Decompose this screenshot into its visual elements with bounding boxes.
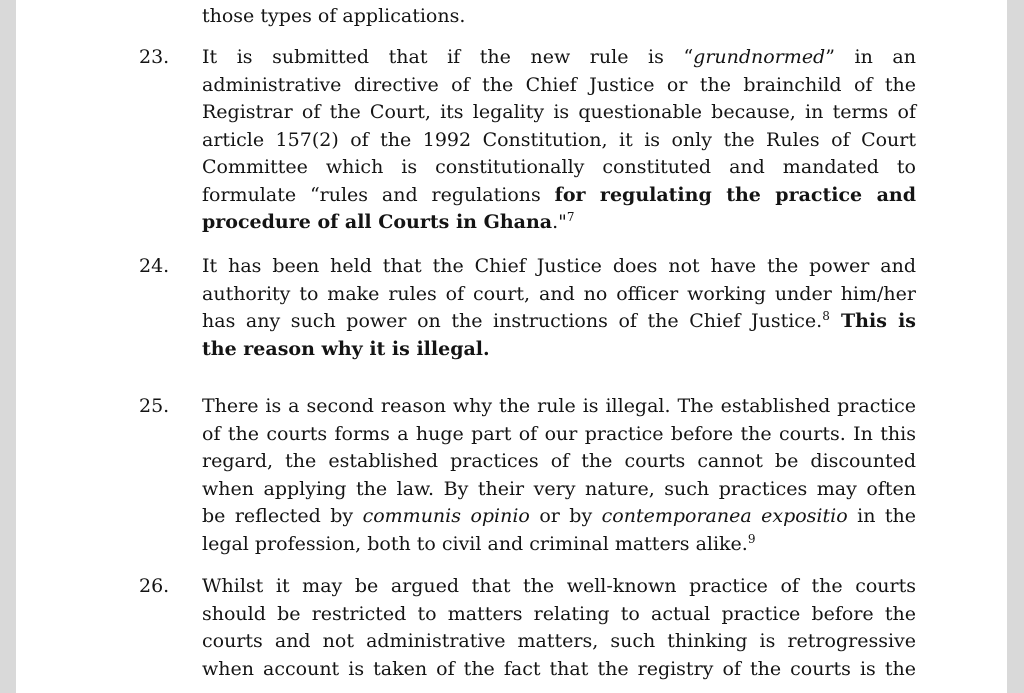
footnote-ref-9[interactable]: 9 [747,531,756,546]
text-line: has any such power on the instructions of the Chief Justice.$^8$ This is [202,309,916,332]
footnote-ref-7[interactable]: 7 [566,210,575,224]
text-line: legal profession, both to civil and criminal matters alike.$^9$ [202,531,756,555]
text-line: those types of applications. [202,5,466,27]
text-line: It is submitted that if the new rule is “grundnormed” in an [202,46,916,68]
text-line: formulate “rules and regulations for regulating the practice and [202,183,916,206]
text-line: Whilst it may be argued that the well-known practice of the courts [202,575,916,597]
continuation-line [202,3,916,31]
document-page [16,0,1007,693]
text-line: be reflected by communis opinio or by contemporanea expositio in the [202,505,916,527]
paragraph-number-26: 26. [139,575,170,597]
text-line: Registrar of the Court, its legality is questionable because, in terms of [202,101,916,123]
text-line: regard, the established practices of the courts cannot be discounted [202,450,916,472]
paragraph-24 [202,253,916,363]
text-line: when applying the law. By their very nature, such practices may often [202,477,916,500]
text-line: There is a second reason why the rule is illegal. The established practice [202,395,916,417]
paragraph-number-24: 24. [139,255,170,277]
text-line: It has been held that the Chief Justice does not have the power and [202,255,916,277]
footnote-ref-8[interactable]: 8 [822,309,830,323]
paragraph-number-25: 25. [139,395,170,417]
text-line: courts and not administrative matters, such thinking is retrogressive [202,630,916,652]
text-line: when account is taken of the fact that the registry of the courts is the [202,657,916,680]
paragraph-23 [202,44,916,237]
text-line: article 157(2) of the 1992 Constitution, it is only the Rules of Court [202,128,916,151]
text-line: administrative directive of the Chief Justice or the brainchild of the [202,73,916,96]
text-line: should be restricted to matters relating to actual practice before the [202,602,916,625]
text-line: authority to make rules of court, and no officer working under him/her [202,282,916,305]
paragraph-25 [202,393,916,558]
text-line: of the courts forms a huge part of our practice before the courts. In this [202,422,916,445]
text-line: Committee which is constitutionally constituted and mandated to [202,156,916,178]
paragraph-26 [202,573,916,683]
text-line: the reason why it is illegal. [202,337,490,360]
text-line: procedure of all Courts in Ghana."$^7$ [202,210,575,233]
paragraph-number-23: 23. [139,46,170,68]
